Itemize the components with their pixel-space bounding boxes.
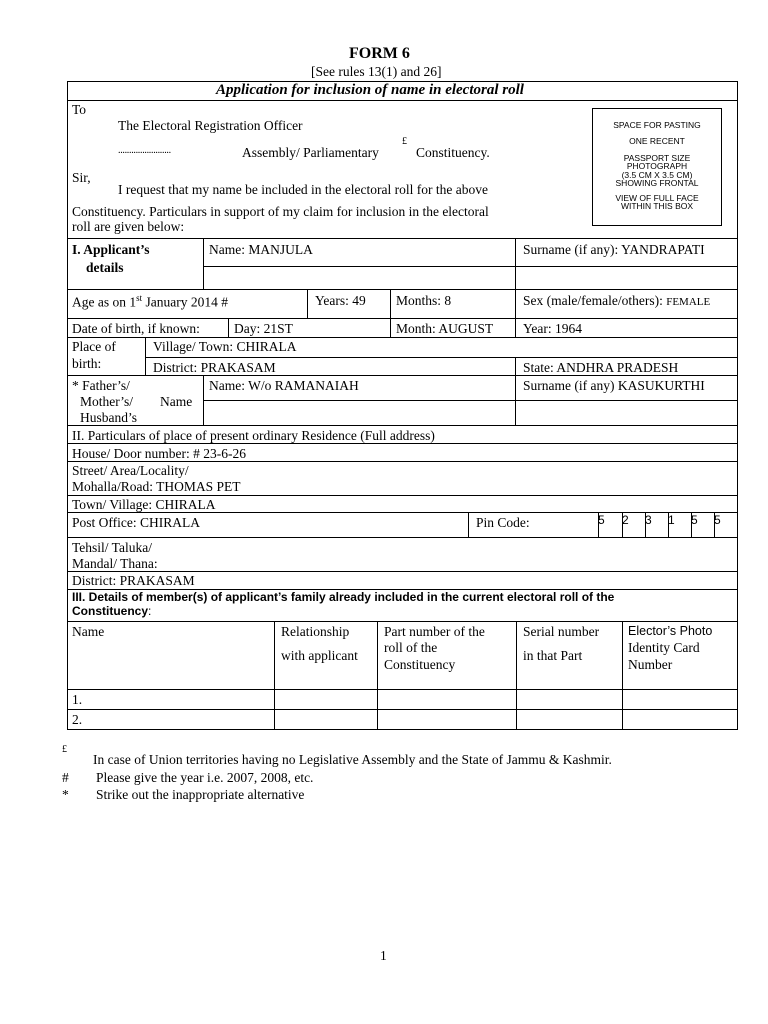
photo-line-5: (3.5 CM X 3.5 CM)	[621, 170, 693, 180]
request-text-1: I request that my name be included in the electoral roll for the above	[118, 182, 488, 197]
col-serial: Serial number	[523, 624, 600, 639]
pin-digit-3[interactable]: 3	[645, 513, 652, 527]
col-relationship: Relationship	[281, 624, 350, 639]
footnote-star-symbol: *	[62, 787, 69, 802]
constituency-suffix: Constituency.	[416, 145, 490, 160]
pob-label: Place of	[72, 339, 116, 354]
applicant-surname[interactable]: Surname (if any): YANDRAPATI	[523, 242, 705, 257]
relation-label-husband: Husband’s	[80, 410, 137, 425]
relation-label-mother: Mother’s/	[80, 394, 133, 409]
pin-digit-2[interactable]: 2	[622, 513, 629, 527]
pin-digit-5[interactable]: 5	[691, 513, 698, 527]
pin-digit-6[interactable]: 5	[714, 513, 721, 527]
page-number: 1	[380, 948, 387, 963]
photo-line-6: SHOWING FRONTAL	[615, 178, 699, 188]
town-village[interactable]: Town/ Village: CHIRALA	[72, 497, 216, 512]
applicant-name[interactable]: Name: MANJULA	[209, 242, 313, 257]
col-name: Name	[72, 624, 105, 639]
section1-heading-details: details	[86, 260, 124, 275]
sex-field[interactable]: Sex (male/female/others): FEMALE	[523, 293, 711, 308]
age-months[interactable]: Months: 8	[396, 293, 452, 308]
footnote-pound-text: In case of Union territories having no Legislative Assembly and the State of Jammu & Kashmir.	[93, 752, 612, 767]
relative-surname[interactable]: Surname (if any) KASUKURTHI	[523, 378, 705, 393]
section3-heading: III. Details of member(s) of applicant’s family already included in the current electoral roll of the	[72, 590, 615, 604]
dob-label: Date of birth, if known:	[72, 321, 200, 336]
pound-marker: £	[402, 136, 407, 147]
col-part-2: roll of the	[384, 640, 438, 655]
pin-digit-1[interactable]: 5	[598, 513, 605, 527]
house-number[interactable]: House/ Door number: # 23-6-26	[72, 446, 246, 461]
tehsil-label: Tehsil/ Taluka/	[72, 540, 152, 555]
relative-name[interactable]: Name: W/o RAMANAIAH	[209, 378, 359, 393]
district-field[interactable]: District: PRAKASAM	[72, 573, 195, 588]
member-row-1[interactable]: 1.	[72, 692, 83, 707]
pob-district[interactable]: District: PRAKASAM	[153, 360, 276, 375]
dob-day[interactable]: Day: 21ST	[234, 321, 293, 336]
dob-year[interactable]: Year: 1964	[523, 321, 583, 336]
officer-label: The Electoral Registration Officer	[118, 118, 303, 133]
col-part: Part number of the	[384, 624, 485, 639]
form-subtitle: Application for inclusion of name in electoral roll	[216, 82, 524, 98]
rules-reference: [See rules 13(1) and 26]	[311, 64, 442, 79]
photo-line-8: WITHIN THIS BOX	[620, 201, 694, 211]
to-label: To	[72, 102, 87, 117]
pob-village[interactable]: Village/ Town: CHIRALA	[153, 339, 297, 354]
col-epic-3: Number	[628, 657, 673, 672]
tehsil-label-2[interactable]: Mandal/ Thana:	[72, 556, 158, 571]
relation-label-father: * Father’s/	[72, 378, 130, 393]
member-row-2[interactable]: 2.	[72, 712, 83, 727]
constituency-type: Assembly/ Parliamentary	[242, 145, 379, 160]
age-label: Age as on 1st January 2014 #	[72, 293, 228, 310]
photo-line-1: SPACE FOR PASTING	[613, 120, 701, 130]
street-value[interactable]: Mohalla/Road: THOMAS PET	[72, 479, 241, 494]
request-text-3: roll are given below:	[72, 219, 185, 234]
age-years[interactable]: Years: 49	[315, 293, 366, 308]
col-relationship-2: with applicant	[281, 648, 358, 663]
form-title: FORM 6	[349, 45, 410, 62]
section3-heading-2: Constituency:	[72, 604, 152, 618]
photo-line-4: PHOTOGRAPH	[626, 161, 688, 171]
street-label: Street/ Area/Locality/	[72, 463, 189, 478]
dob-month[interactable]: Month: AUGUST	[396, 321, 494, 336]
footnote-star-text: Strike out the inappropriate alternative	[96, 787, 305, 802]
col-epic: Elector’s Photo	[628, 624, 713, 638]
photo-line-7: VIEW OF FULL FACE	[615, 193, 699, 203]
col-part-3: Constituency	[384, 657, 456, 672]
photo-line-2: ONE RECENT	[629, 136, 685, 146]
relation-label-name: Name	[160, 394, 193, 409]
footnote-pound-symbol: £	[62, 744, 67, 755]
photo-line-3: PASSPORT SIZE	[623, 153, 691, 163]
pob-label-2: birth:	[72, 356, 102, 371]
request-text-2: Constituency. Particulars in support of my claim for inclusion in the electoral	[72, 204, 489, 219]
pob-state[interactable]: State: ANDHRA PRADESH	[523, 360, 679, 375]
col-serial-2: in that Part	[523, 648, 583, 663]
footnote-hash-symbol: #	[62, 770, 69, 785]
section1-heading: I. Applicant’s	[72, 242, 150, 257]
footnote-hash-text: Please give the year i.e. 2007, 2008, etc.	[96, 770, 314, 785]
pin-label: Pin Code:	[476, 515, 530, 530]
col-epic-2: Identity Card	[628, 640, 700, 655]
post-office[interactable]: Post Office: CHIRALA	[72, 515, 200, 530]
constituency-blank: ........................	[118, 145, 171, 156]
pin-digit-4[interactable]: 1	[668, 513, 675, 527]
photo-box[interactable]	[592, 108, 722, 226]
salutation: Sir,	[72, 170, 91, 185]
section2-heading: II. Particulars of place of present ordinary Residence (Full address)	[72, 428, 435, 443]
